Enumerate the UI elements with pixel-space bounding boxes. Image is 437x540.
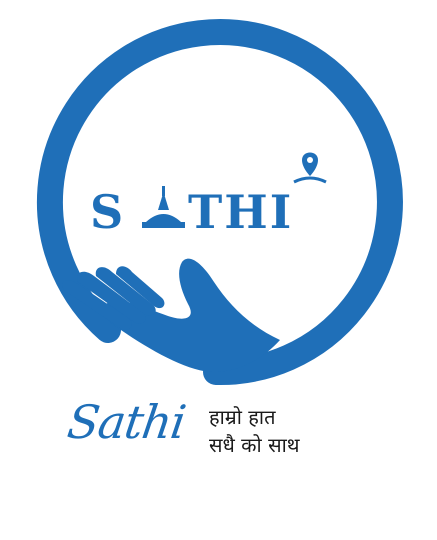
location-pin-icon	[294, 153, 326, 183]
tagline-line-1: हाम्रो हात	[209, 405, 276, 429]
brand-letters-thi: THI	[188, 185, 294, 239]
tagline-block	[0, 385, 437, 495]
brand-letter-s: S	[90, 185, 126, 239]
tagline-line-2: सधै को साथ	[209, 433, 300, 457]
stupa-icon	[142, 186, 185, 228]
script-brand-name: Sathi	[64, 395, 189, 449]
